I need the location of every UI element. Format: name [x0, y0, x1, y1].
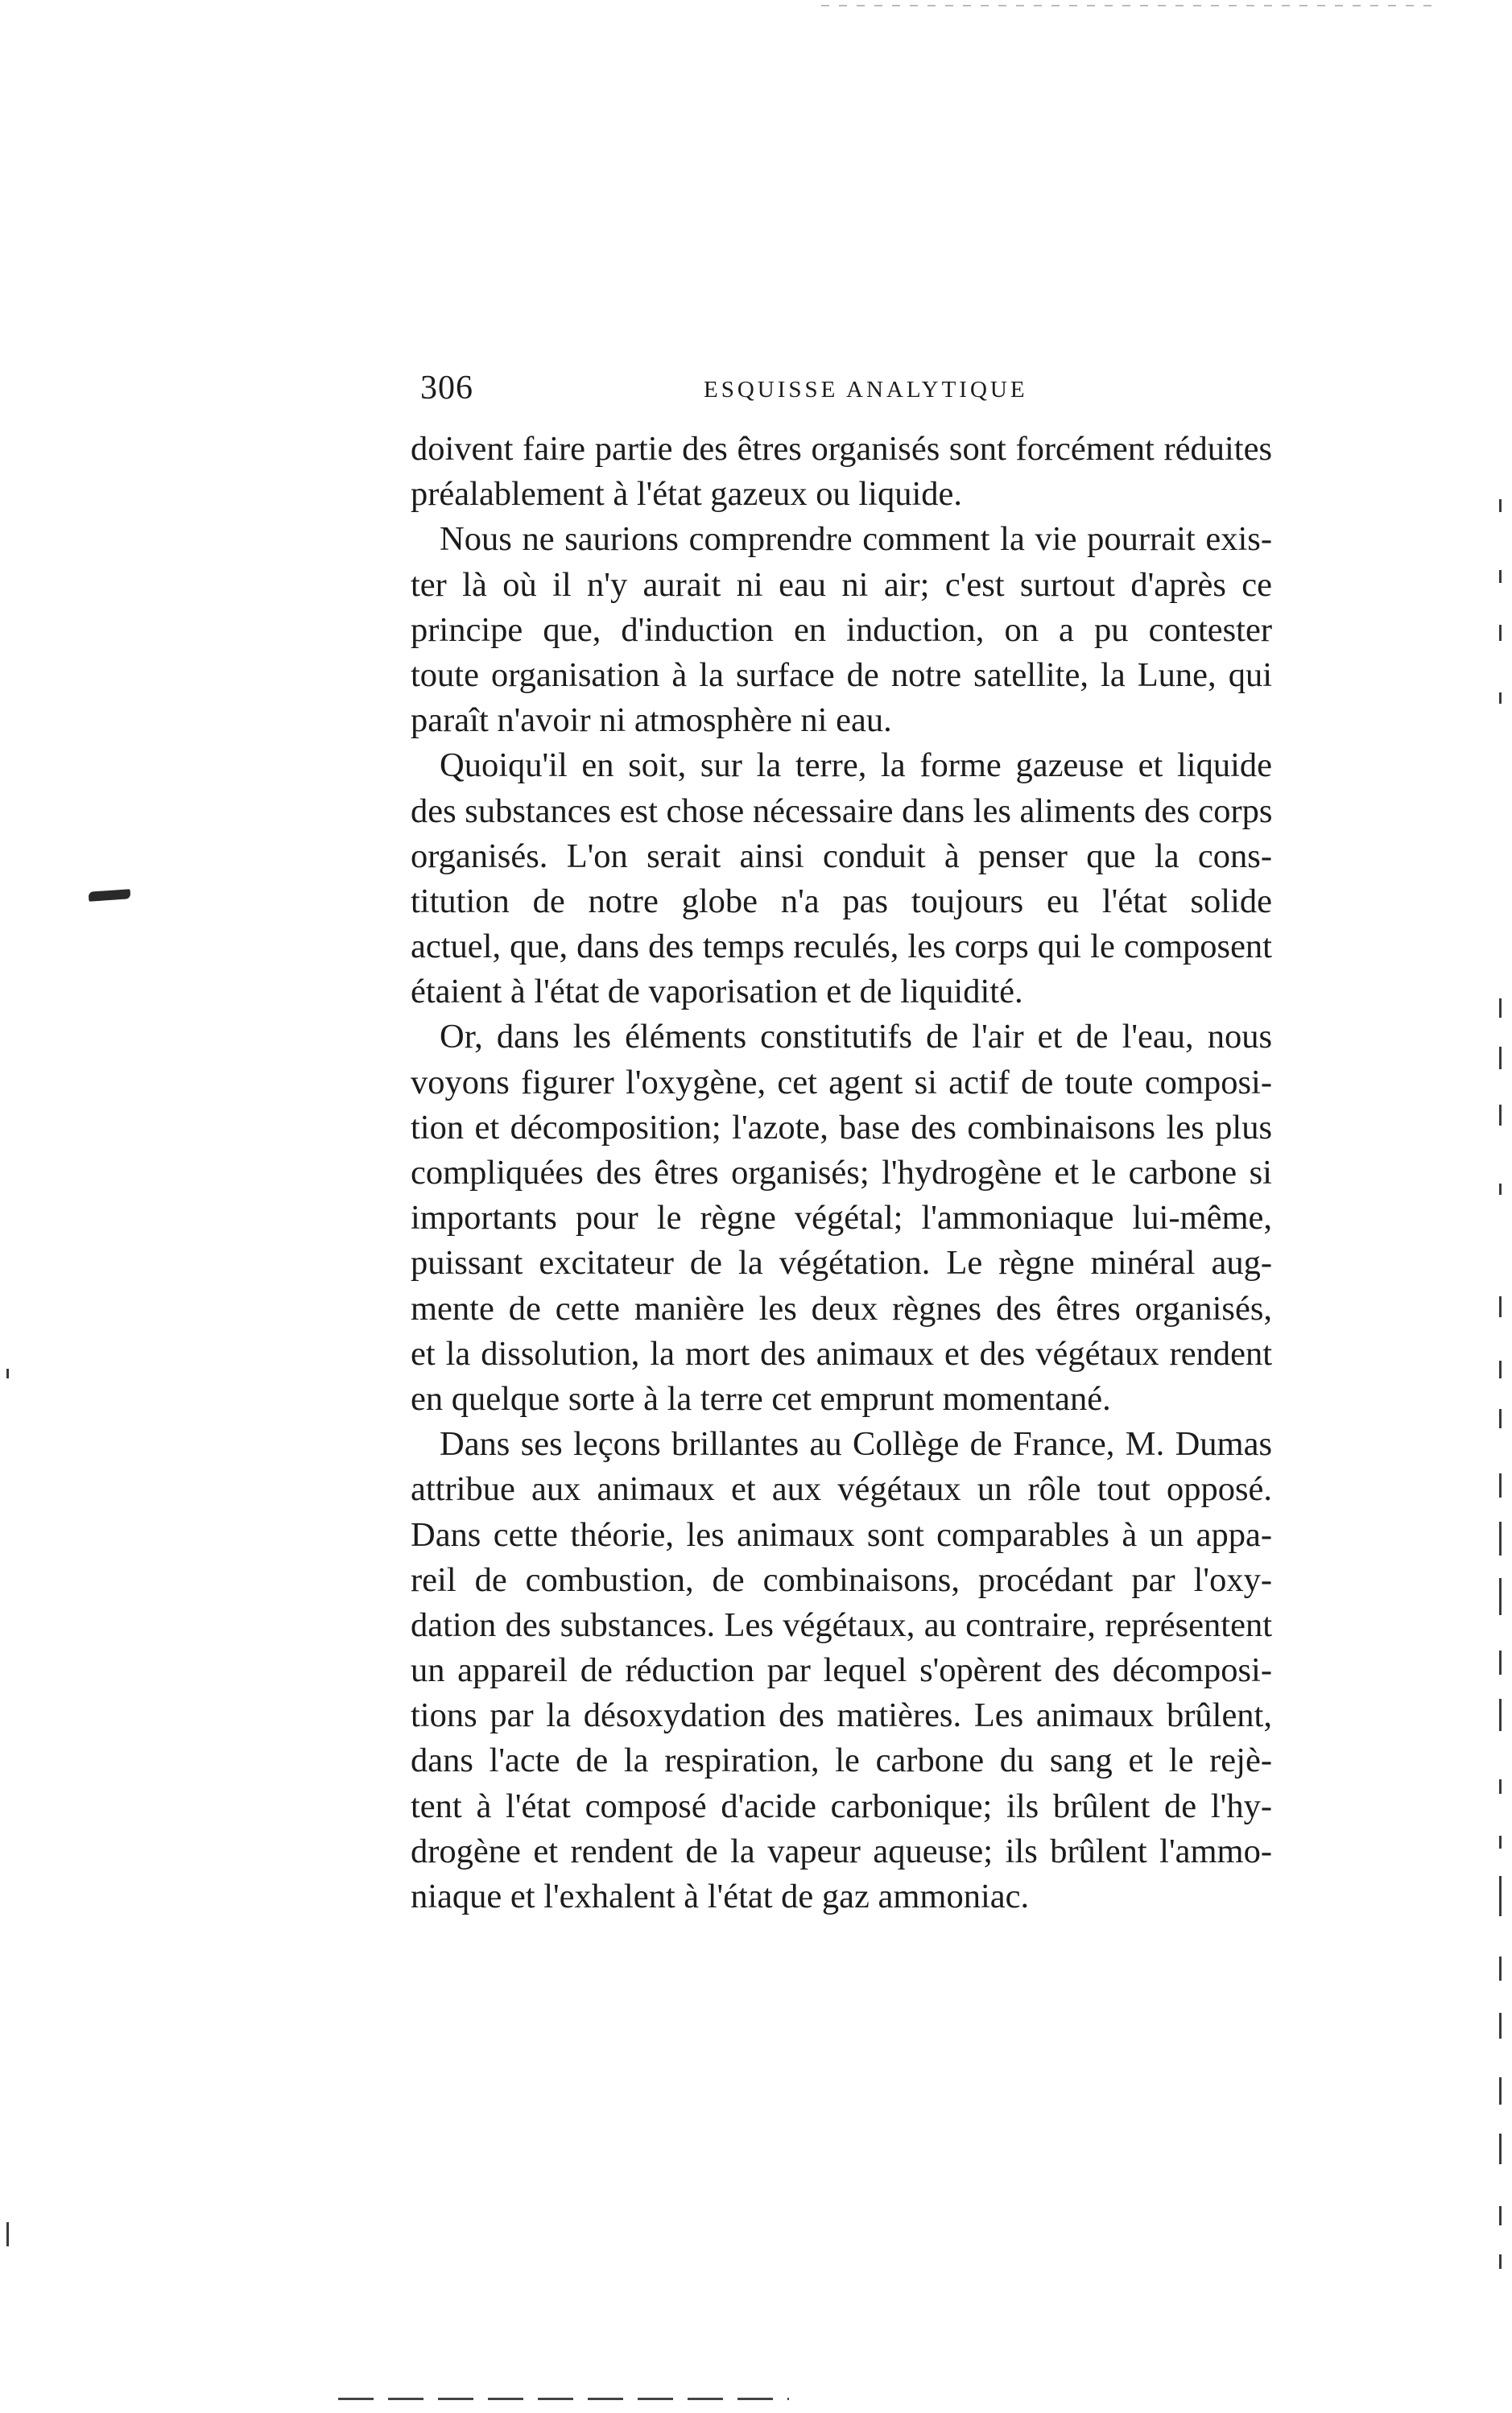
text-line: organisés. L'on serait ainsi conduit à penser que la cons- [411, 837, 1272, 875]
text-line: puissant excitateur de la végétation. Le règne minéral aug- [411, 1244, 1272, 1283]
ink-blot-mark [89, 889, 131, 902]
margin-mark [1499, 570, 1502, 583]
bottom-scan-dashes [338, 2398, 789, 2400]
text-line: en quelque sorte à la terre cet emprunt momentané. [411, 1379, 1111, 1418]
margin-mark [1499, 1779, 1502, 1794]
text-line: des substances est chose nécessaire dans les aliments des corps [411, 791, 1273, 830]
page-header [420, 369, 1264, 417]
text-line: Nous ne saurions comprendre comment la vie pourrait exis- [440, 520, 1272, 559]
text-line: attribue aux animaux et aux végétaux un rôle tout opposé. [411, 1470, 1272, 1509]
margin-mark [1499, 1047, 1502, 1069]
margin-mark [6, 1369, 9, 1378]
text-line: voyons figurer l'oxygène, cet agent si actif de toute composi- [411, 1063, 1272, 1101]
margin-mark [1499, 2077, 1502, 2105]
margin-mark [1499, 2013, 1502, 2039]
margin-mark [1499, 1473, 1502, 1498]
margin-mark [1499, 1836, 1502, 1849]
text-line: niaque et l'exhalent à l'état de gaz ammoniac. [411, 1878, 1030, 1915]
text-line: Dans cette théorie, les animaux sont comparables à un appa- [411, 1515, 1272, 1554]
margin-mark [1499, 1651, 1502, 1675]
text-line: mente de cette manière les deux règnes des êtres organisés, [411, 1289, 1272, 1328]
text-line: titution de notre globe n'a pas toujours eu l'état solide [411, 882, 1272, 920]
text-line: Quoiqu'il en soit, sur la terre, la forme gazeuse et liquide [440, 746, 1272, 785]
margin-mark [1499, 1409, 1502, 1428]
margin-mark [1499, 1361, 1502, 1378]
margin-mark [1499, 1522, 1502, 1556]
text-line: drogène et rendent de la vapeur aqueuse; ils brûlent l'ammo- [411, 1832, 1272, 1870]
text-line: principe que, d'induction en induction, on a pu contester [411, 610, 1272, 649]
margin-mark [1499, 1184, 1502, 1195]
text-line: paraît n'avoir ni atmosphère ni eau. [411, 701, 892, 740]
margin-mark [1499, 1876, 1502, 1916]
margin-mark [1499, 2206, 1502, 2225]
text-line: doivent faire partie des êtres organisés sont forcément réduites [411, 430, 1272, 468]
text-line: étaient à l'état de vaporisation et de liquidité. [411, 973, 1023, 1011]
text-line: tions par la désoxydation des matières. Les animaux brûlent, [411, 1696, 1272, 1735]
text-line: importants pour le règne végétal; l'ammoniaque lui-même, [411, 1199, 1272, 1237]
margin-mark [1499, 1105, 1502, 1126]
body-text [411, 427, 1272, 1919]
margin-mark [1499, 692, 1502, 704]
text-line: tent à l'état composé d'acide carbonique; ils brûlent de l'hy- [411, 1787, 1272, 1825]
margin-mark [1499, 1699, 1502, 1731]
margin-mark [1499, 1296, 1502, 1317]
text-line: préalablement à l'état gazeux ou liquide. [411, 475, 963, 514]
margin-mark [1499, 1578, 1502, 1615]
text-line: actuel, que, dans des temps reculés, les corps qui le composent [411, 928, 1272, 966]
text-line: Dans ses leçons brillantes au Collège de France, M. Dumas [440, 1425, 1272, 1464]
text-line: ter là où il n'y aurait ni eau ni air; c'est surtout d'après ce [411, 565, 1272, 604]
margin-mark [1499, 2254, 1502, 2269]
margin-mark [1499, 998, 1502, 1018]
text-line: Or, dans les éléments constitutifs de l'air et de l'eau, nous [440, 1018, 1272, 1056]
page-number: 306 [420, 370, 473, 407]
margin-mark [1499, 2134, 1502, 2164]
margin-mark [1499, 499, 1502, 512]
margin-mark [1499, 625, 1502, 641]
scan-edge-marks [821, 5, 1433, 6]
text-line: compliquées des êtres organisés; l'hydrogène et le carbone si [411, 1154, 1272, 1192]
text-line: et la dissolution, la mort des animaux et des végétaux rendent [411, 1334, 1272, 1373]
text-line: dation des substances. Les végétaux, au contraire, représentent [411, 1605, 1272, 1644]
margin-mark [1499, 1956, 1502, 1981]
text-line: reil de combustion, de combinaisons, procédant par l'oxy- [411, 1560, 1272, 1599]
running-head: ESQUISSE ANALYTIQUE [704, 377, 1028, 403]
text-line: tion et décomposition; l'azote, base des combinaisons les plus [411, 1108, 1272, 1147]
margin-mark [6, 2222, 9, 2246]
text-line: un appareil de réduction par lequel s'opèrent des décomposi- [411, 1651, 1272, 1690]
text-line: toute organisation à la surface de notre satellite, la Lune, qui [411, 655, 1272, 694]
text-line: dans l'acte de la respiration, le carbone du sang et le rejè- [411, 1742, 1272, 1780]
